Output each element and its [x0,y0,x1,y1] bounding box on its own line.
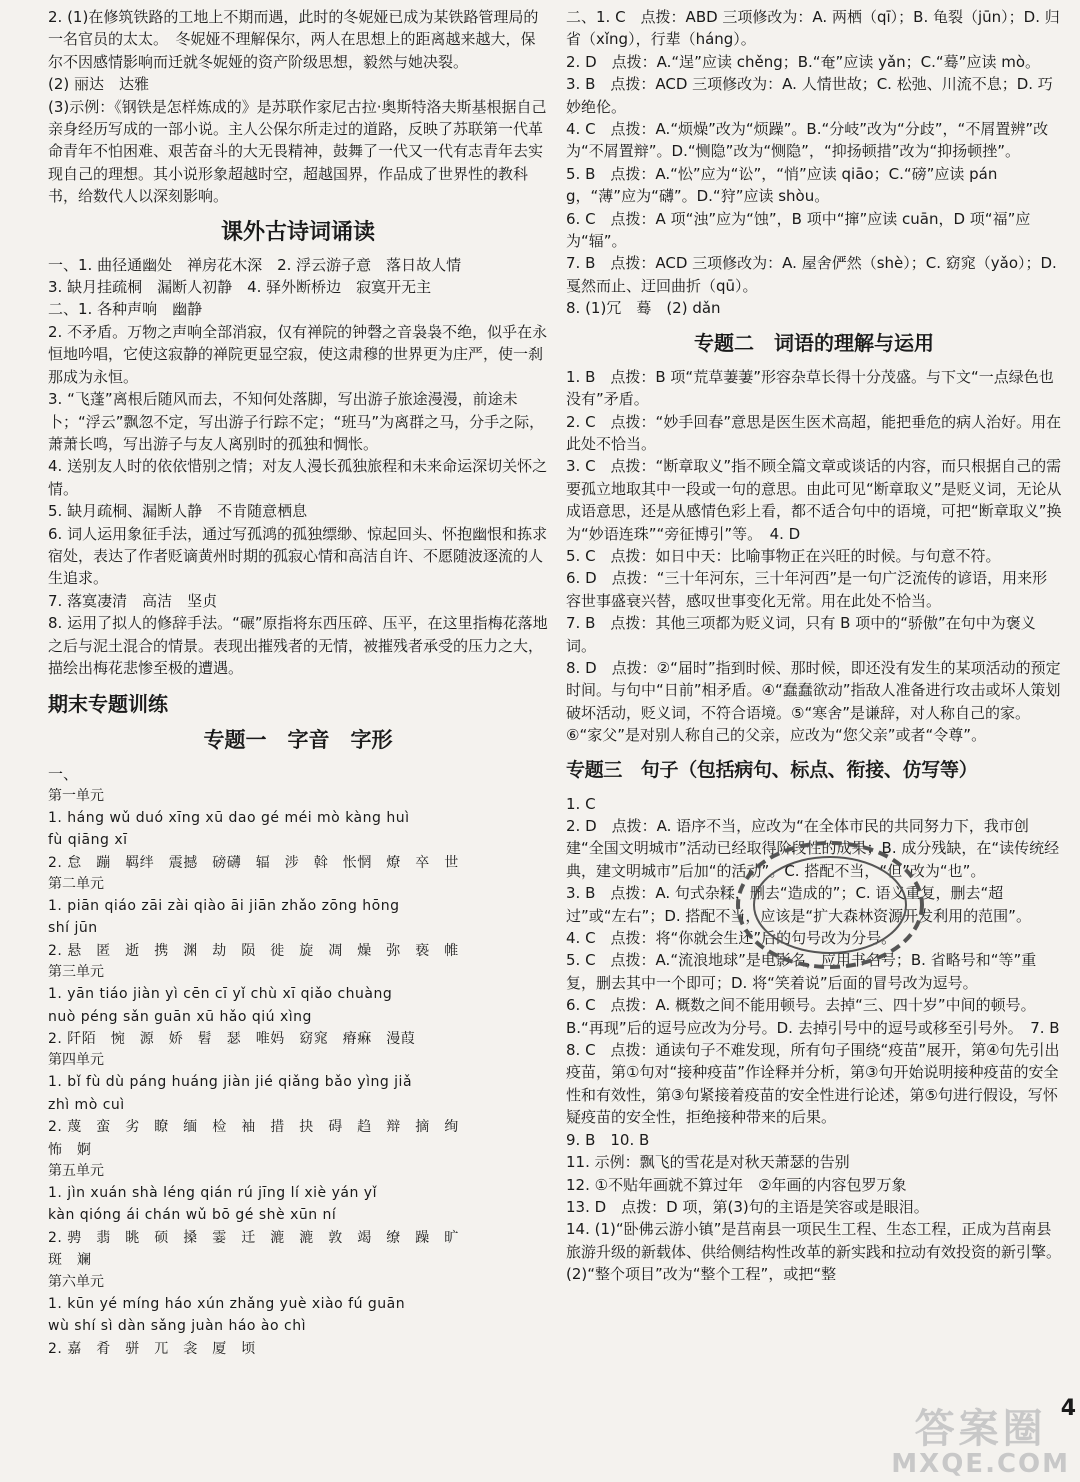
answer-item: 9. B 10. B [566,1130,650,1149]
section-two-answers [566,6,1062,320]
answer-item: 4. C 点拨：将“你就会生还”后的句号改为分号。 [566,929,897,948]
chars-line: 2. 阡陌 惋 源 娇 髫 瑟 唯妈 窈窕 瘠痳 漫葭 [48,1031,416,1048]
answer-item: 5. C 点拨：A.“流浪地球”是电影名，应用书名号；B. 省略号和“等”重复，删去其中一个即可；D. 将“笑着说”后面的冒号改为逗号。 [566,951,1037,992]
answer-item: 1. B 点拨：B 项“荒草萋萋”形容杂草长得十分茂盛。与下文“一点绿色也没有”矛盾。 [566,367,1054,409]
chars-line: 2. 悬 匿 逝 携 渊 劫 陨 徙 旋 凋 燥 弥 亵 帷 [48,942,459,959]
topic2-title: 专题二 词语的理解与运用 [694,330,934,355]
page-number: 4 [1060,1396,1076,1421]
poetry-answers [48,254,548,680]
answer-item: 2. (1)在修筑铁路的工地上不期而遇，此时的冬妮娅已成为某铁路管理局的一名官员的太太。 冬妮娅不理解保尔，两人在思想上的距离越来越大，保尔不因感情影响而迁就冬妮娅的资产阶级思想，毅然与她决裂。 [48,8,539,71]
topic3-title: 专题三 句子（包括病句、标点、衔接、仿写等） [566,758,978,781]
answer-item: 5. C 点拨：如日中天：比喻事物正在兴旺的时候。与句意不符。 [566,546,1001,565]
chars-line: 斑 斓 [48,1252,92,1269]
answer-item: 14. (1)“卧佛云游小镇”是莒南县一项民生工程、生态工程，正成为莒南县旅游升级的新载体、供给侧结构性改革的新实践和拉动有效投资的新引擎。 (2)“整个项目”改为“整个工程”，或把“整 [566,1220,1069,1284]
answer-item: 3. B 点拨：ACD 三项修改为：A. 人情世故；C. 松弛、川流不息；D. 巧妙绝伦。 [566,75,1053,116]
section-title-poetry: 课外古诗词诵读 [220,218,375,245]
unit-heading: 第五单元 [48,1163,104,1180]
chars-line: 怖 婀 [48,1141,92,1158]
pinyin-line: zhì mò cuì [48,1096,125,1113]
pinyin-line: kàn qióng ái chán wǔ bō gé shè xūn ní [48,1207,337,1224]
chars-line: 2. 骋 翡 眺 硕 搡 霎 迁 漉 漉 敦 竭 缭 躁 旷 [48,1229,459,1246]
chars-line: 2. 蔑 蛮 劣 瞭 缅 检 袖 措 抉 碍 趋 辩 摘 绚 [48,1119,459,1136]
answer-item: 8. 运用了拟人的修辞手法。“碾”原指将东西压碎、压平，在这里指梅花落地之后与泥土混合的情景。表现出摧残者的无情，被摧残者承受的压力之大，描绘出梅花悲惨至极的遭遇。 [48,614,548,677]
unit-heading: 第六单元 [48,1273,104,1290]
answer-item: 一、1. 曲径通幽处 禅房花木深 2. 浮云游子意 落日故人情 [48,255,462,274]
answer-item: 6. D 点拨：“三十年河东，三十年河西”是一句广泛流传的谚语，用来形容世事盛衰兴替，感叹世事变化无常。用在此处不恰当。 [566,569,1048,610]
topic1-title: 专题一 字音 字形 [203,727,393,753]
answer-item: 3. “飞蓬”离根后随风而去，不知何处落脚，写出游子旅途漫漫，前途未卜；“浮云”飘忽不定，写出游子行踪不定；“班马”为离群之马，分手之际，萧萧长鸣，写出游子与友人离别时的孤独和惆怅。 [48,390,545,453]
right-column [566,6,1069,1286]
answer-item: 4. 送别友人时的依依惜别之情；对友人漫长孤独旅程和未来命运深切关怀之情。 [48,457,548,498]
pinyin-line: 1. bǐ fù dù páng huáng jiàn jié qiǎng bǎo yìng jiǎ [48,1074,413,1091]
answer-item: 5. 缺月疏桐、漏断人静 不肯随意栖息 [48,502,308,521]
answer-item: 3. 缺月挂疏桐 漏断人初静 4. 驿外断桥边 寂寞开无主 [48,278,432,297]
answer-item: 7. B 点拨：其他三项都为贬义词，只有 B 项中的“骄傲”在句中为褒义词。 [566,614,1036,655]
answer-item: 7. B 点拨：ACD 三项修改为：A. 屋舍俨然（shè）；C. 窈窕（yǎo）；D. 戛然而止、迂回曲折（qū）。 [566,254,1062,295]
answer-item: 8. C 点拨：通读句子不难发现，所有句子围绕“疫苗”展开，第④句先引出疫苗，第①句对“接种疫苗”作诠释并分析，第③句开始说明接种疫苗的安全性和有效性，第③句紧接着疫苗的安全性进行论述，第⑤句进行假设，写怀疑疫苗的安全性，拒绝接种带来的后果。 [566,1041,1060,1127]
unit-heading: 第三单元 [48,964,104,981]
chars-line: 2. 怠 蹦 羁绊 震撼 磅礴 辐 涉 斡 怅惘 燎 卒 世 [48,854,459,871]
topic2-answers [566,366,1062,747]
unit-heading: 第二单元 [48,876,104,892]
answer-item: 13. D 点拨：D 项，第(3)句的主语是笑容或是眼泪。 [566,1197,929,1216]
answer-item: 二、1. C 点拨：ABD 三项修改为：A. 两栖（qī）；B. 龟裂（jūn）；D. 归省（xǐng），行辈（háng）。 [566,8,1060,49]
answer-item: 2. 不矛盾。万物之声响全部消寂，仅有禅院的钟磬之音袅袅不绝，似乎在永恒地吟唱，它使这寂静的禅院更显空寂，使这肃穆的世界更为庄严，使一刹那成为永恒。 [48,322,548,386]
answer-item: 8. D 点拨：②“届时”指到时候、那时候，即还没有发生的某项活动的预定时间。与句中“日前”相矛盾。④“蠢蠢欲动”指敌人准备进行攻击或坏人策划破坏活动，贬义词，不符合语境。⑤“寒舍”是谦辞，对人称自己的家。⑥“家父”是对别人称自己的父亲，应改为“您父亲”或者“令尊”。 [566,658,1061,745]
unit-heading: 第一单元 [48,787,104,804]
watermark-logo: 答案圈 [914,1406,1047,1452]
pinyin-line: 1. piān qiáo zāi zài qiào āi jiān zhǎo zōng hōng [48,898,400,914]
watermark [891,1408,1070,1478]
final-training-title: 期末专题训练 [48,692,168,717]
pinyin-line: 1. yān tiáo jiàn yì cēn cī yǐ chù xī qiǎo chuàng [48,986,393,1003]
pinyin-line: nuò péng sǎn guān xū hǎo qiú xìng [48,1008,312,1025]
answer-item: 5. B 点拨：A.“忪”应为“讼”，“悄”应读 qiāo；C.“磅”应读 páng，“薄”应为“礴”。D.“狩”应读 shòu。 [566,164,998,206]
answer-item: 8. (1)冗 蓦 (2) dǎn [566,299,721,318]
answer-item: 1. C [566,794,596,813]
part-label: 一、 [48,765,79,784]
answer-item: 6. 词人运用象征手法，通过写孤鸿的孤独缥缈、惊起回头、怀抱幽恨和拣求宿处，表达了作者贬谪黄州时期的孤寂心情和高洁自许、不愿随波逐流的人生追求。 [48,524,548,588]
answer-item: 2. D 点拨：A.“逞”应读 chěng；B.“奄”应读 yǎn；C.“蓦”应读 mò。 [566,52,1041,71]
unit-heading: 第四单元 [48,1052,104,1069]
left-column [48,6,548,1360]
answer-item: 3. C 点拨：“断章取义”指不顾全篇文章或谈话的内容，而只根据自己的需要孤立地取其中一段或一句的意思。由此可见“断章取义”是贬义词，无论从成语意思，还是从感情色彩上看，都不适合句中的语境，可把“断章取义”换为“妙语连珠”“旁征博引”等。 4. D [566,457,1062,543]
reading-answers [48,6,548,208]
units-list [48,786,548,1360]
chars-line: 2. 嘉 肴 骈 兀 衾 厦 顷 [48,1340,256,1357]
watermark-url: MXQE.COM [891,1449,1070,1479]
answer-item: 11. 示例：飘飞的雪花是对秋天萧瑟的告别 [566,1153,850,1172]
pinyin-line: wù shí sì dàn sǎng juàn háo ào chì [48,1318,306,1335]
answer-item: 6. C 点拨：A. 概数之间不能用顿号。去掉“三、四十岁”中间的顿号。B.“再现”后的逗号应改为分号。D. 去掉引号中的逗号或移至引号外。 7. B [566,996,1060,1037]
answer-item: 4. C 点拨：A.“烦燥”改为“烦躁”。B.“分岐”改为“分歧”，“不屑置辨”改为“不屑置辩”。D.“恻隐”改为“恻隐”，“抑扬顿措”改为“抑扬顿挫”。 [566,120,1049,161]
answer-item: (2) 丽达 达雅 [48,75,150,94]
answer-item: 2. D 点拨：A. 语序不当，应改为“在全体市民的共同努力下，我市创建“全国文明城市”活动已经取得阶段性的成果；B. 成分残缺，在“读传统经典，建文明城市”后加“的活动”。C. 搭配不当，“但”改为“也”。 [566,817,1060,880]
answer-item: 6. C 点拨：A 项“浊”应为“蚀”，B 项中“撺”应读 cuān，D 项“福”应为“辐”。 [566,209,1031,251]
pinyin-line: 1. kūn yé míng háo xún zhǎng yuè xiào fú guān [48,1295,406,1312]
answer-item: 二、1. 各种声响 幽静 [48,300,203,319]
answer-item: 3. B 点拨：A. 句式杂糅，删去“造成的”；C. 语义重复，删去“超过”或“左右”；D. 搭配不当，应该是“扩大森林资源开发利用的范围”。 [566,884,1031,925]
answer-item: (3)示例：《钢铁是怎样炼成的》是苏联作家尼古拉·奥斯特洛夫斯基根据自己亲身经历写成的一部小说。主人公保尔所走过的道路，反映了苏联第一代革命青年不怕困难、艰苦奋斗的大无畏精神，鼓舞了一代又一代有志青年去实现自己的理想。其小说形象超越时空，超越国界，作品成了世界性的教科书，给数代人以深刻影响。 [48,97,547,206]
pinyin-line: 1. jìn xuán shà léng qián rú jīng lí xiè yán yǐ [48,1185,377,1202]
answer-item: 2. C 点拨：“妙手回春”意思是医生医术高超，能把垂危的病人治好。用在此处不恰当。 [566,412,1062,453]
stamp-seal [730,830,930,980]
answer-item: 7. 落寞凄清 高洁 坚贞 [48,591,218,610]
pinyin-line: shí jūn [48,920,98,937]
answer-item: 12. ①不贴年画就不算过年 ②年画的内容包罗万象 [566,1175,907,1194]
pinyin-line: 1. háng wǔ duó xīng xū dao gé méi mò kàng huì [48,809,410,826]
pinyin-line: fù qiāng xī [48,832,128,849]
